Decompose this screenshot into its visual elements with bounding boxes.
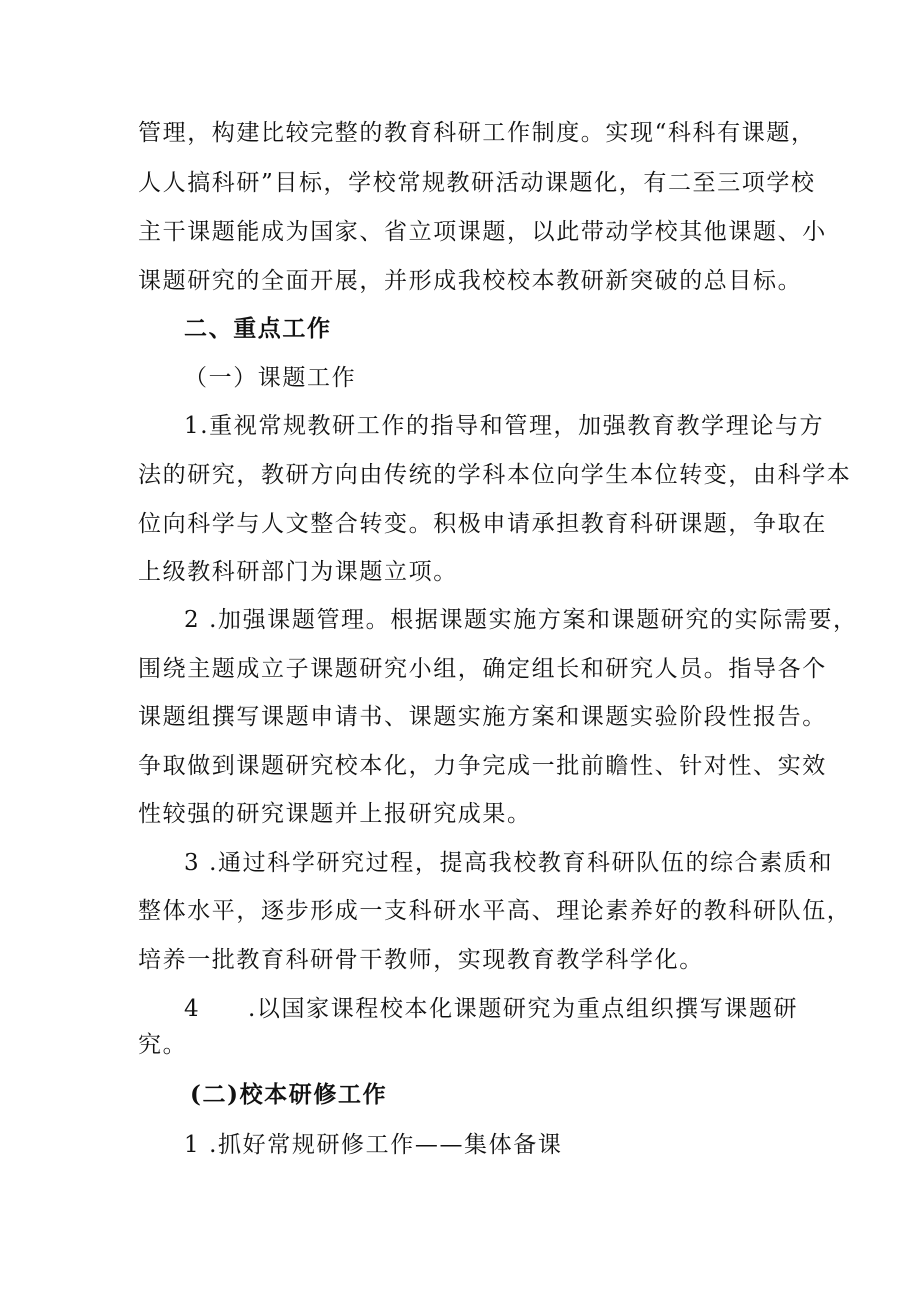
paragraph-4-text: .以国家课程校本化课题研究为重点组织撰写课题研 — [248, 996, 799, 1022]
paragraph-1-line-3: 位向科学与人文整合转变。积极申请承担教育科研课题，争取在 — [138, 511, 827, 537]
paragraph-4-line-1 — [184, 994, 798, 1024]
text-line-3: 主干课题能成为国家、省立项课题，以此带动学校其他课题、小 — [138, 219, 827, 245]
section-heading-key-work: 二、重点工作 — [184, 315, 332, 342]
subsection-heading-school-research: (二)校本研修工作 — [190, 1081, 388, 1108]
paragraph-3-line-2: 整体水平，逐步形成一支科研水平高、理论素养好的教科研队伍， — [138, 898, 852, 924]
paragraph-2-line-5: 性较强的研究课题并上报研究成果。 — [138, 801, 532, 827]
paragraph-3-line-3: 培养一批教育科研骨干教师，实现教育教学科学化。 — [138, 947, 704, 973]
paragraph-4-line-2: 究。 — [138, 1032, 188, 1058]
text-line-4: 课题研究的全面开展，并形成我校校本教研新突破的总目标。 — [138, 268, 803, 294]
paragraph-1-line-1: 1.重视常规教研工作的指导和管理，加强教育教学理论与方 — [184, 413, 825, 439]
paragraph-4-number: 4 — [184, 996, 201, 1022]
text-line-1: 管理，构建比较完整的教育科研工作制度。实现“科科有课题， — [138, 120, 816, 146]
paragraph-5-line-1: 1 .抓好常规研修工作——集体备课 — [184, 1132, 563, 1158]
paragraph-3-line-1: 3 .通过科学研究过程，提高我校教育科研队伍的综合素质和 — [184, 850, 834, 876]
paragraph-1-line-4: 上级教科研部门为课题立项。 — [138, 559, 458, 585]
paragraph-2-line-3: 课题组撰写课题申请书、课题实施方案和课题实验阶段性报告。 — [138, 704, 827, 730]
paragraph-2-line-1: 2 .加强课题管理。根据课题实施方案和课题研究的实际需要， — [184, 607, 858, 633]
paragraph-1-line-2: 法的研究，教研方向由传统的学科本位向学生本位转变，由科学本 — [138, 462, 852, 488]
text-line-2: 人人搞科研”目标，学校常规教研活动课题化，有二至三项学校 — [138, 170, 816, 196]
subsection-heading-project-work: （一）课题工作 — [184, 365, 357, 391]
paragraph-2-line-4: 争取做到课题研究校本化，力争完成一批前瞻性、针对性、实效 — [138, 753, 827, 779]
paragraph-2-line-2: 围绕主题成立子课题研究小组，确定组长和研究人员。指导各个 — [138, 656, 827, 682]
